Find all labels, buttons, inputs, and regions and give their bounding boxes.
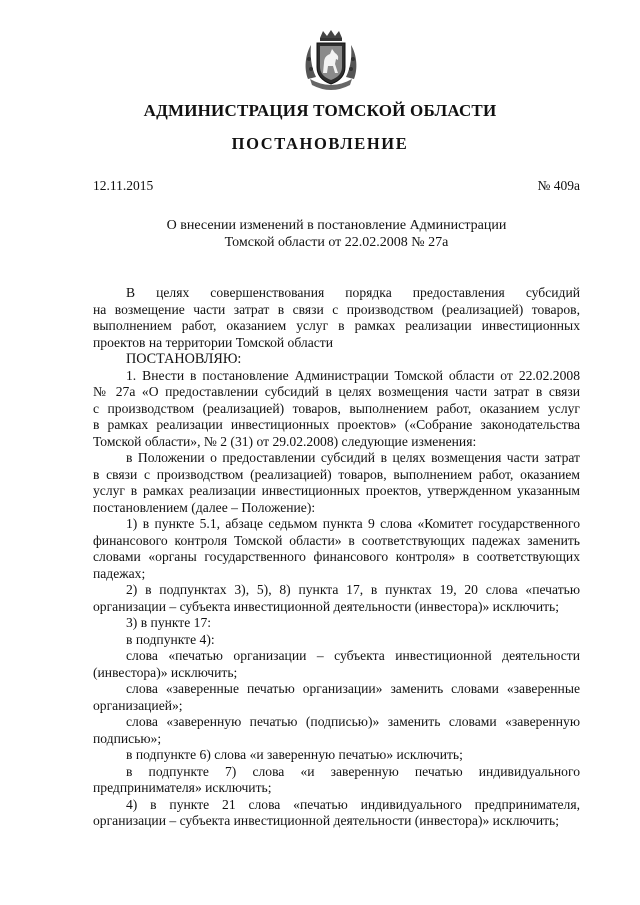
body-line: с производством (реализацией) товаров, выполнением работ, оказанием услуг xyxy=(93,400,580,416)
body-line: падежах; xyxy=(93,565,146,581)
resolution-keyword: ПОСТАНОВЛЯЮ: xyxy=(126,351,242,367)
coat-of-arms-emblem xyxy=(302,29,360,93)
body-line: в Положении о предоставлении субсидий в целях возмещения части затрат xyxy=(126,450,580,465)
subject-line: О внесении изменений в постановление Администрации xyxy=(166,218,507,233)
document-number: № 409а xyxy=(537,178,580,193)
document-body xyxy=(93,285,580,830)
document-subject xyxy=(93,217,580,251)
body-line: 4) в пункте 21 слова «печатью индивидуального предпринимателя, xyxy=(126,796,580,812)
body-line: В целях совершенствования порядка предоставления субсидий xyxy=(126,285,580,300)
body-line: постановлением (далее – Положение): xyxy=(93,499,316,515)
body-line: выполнением работ, оказанием услуг в рамках реализации инвестиционных xyxy=(93,318,580,333)
body-line: организацией»; xyxy=(93,697,183,713)
body-line: 2) в подпунктах 3), 5), 8) пункта 17, в пунктах 19, 20 слова «печатью xyxy=(126,582,580,597)
body-line: в подпункте 6) слова «и заверенную печатью» исключить; xyxy=(126,747,463,762)
body-line: 3) в пункте 17: xyxy=(126,615,212,630)
body-line: в подпункте 4): xyxy=(126,631,215,647)
body-line: предпринимателя» исключить; xyxy=(93,780,272,795)
body-line: 1. Внести в постановление Администрации Томской области от 22.02.2008 xyxy=(126,367,580,383)
body-line: проектов на территории Томской области xyxy=(93,334,334,350)
body-line: подписью»; xyxy=(93,730,162,746)
document-type-title: ПОСТАНОВЛЕНИЕ xyxy=(231,134,409,153)
body-line: в рамках реализации инвестиционных проектов» («Собрание законодательства xyxy=(93,417,580,432)
body-line: № 27а «О предоставлении субсидий в целях возмещения части затрат в связи xyxy=(93,384,580,399)
body-line: на возмещение части затрат в связи с производством (реализацией) товаров, xyxy=(93,301,580,317)
body-line: слова «печатью организации – субъекта инвестиционной деятельности xyxy=(126,648,580,663)
body-line: словами «органы государственного финансового контроля» в соответствующих xyxy=(93,549,580,564)
subject-line: Томской области от 22.02.2008 № 27а xyxy=(224,235,449,250)
body-line: 1) в пункте 5.1, абзаце седьмом пункта 9 слова «Комитет государственного xyxy=(126,516,580,531)
body-line: организации – субъекта инвестиционной деятельности (инвестора)» исключить; xyxy=(93,598,560,614)
organization-title: АДМИНИСТРАЦИЯ ТОМСКОЙ ОБЛАСТИ xyxy=(143,101,497,120)
document-date: 12.11.2015 xyxy=(93,178,154,193)
body-line: финансового контроля Томской области» в соответствующих падежах заменить xyxy=(93,532,580,548)
body-line: в связи с производством (реализацией) товаров, выполнением работ, оказанием xyxy=(93,466,580,482)
body-line: организации – субъекта инвестиционной деятельности (инвестора)» исключить; xyxy=(93,813,560,828)
body-line: услуг в рамках реализации инвестиционных проектов, утвержденном указанным xyxy=(93,483,580,498)
body-line: в подпункте 7) слова «и заверенную печатью индивидуального xyxy=(126,763,580,779)
body-line: слова «заверенную печатью (подписью)» заменить словами «заверенную xyxy=(126,714,580,729)
body-line: слова «заверенные печатью организации» заменить словами «заверенные xyxy=(126,681,580,696)
body-line: (инвестора)» исключить; xyxy=(93,664,238,680)
body-line: Томской области», № 2 (31) от 29.02.2008) следующие изменения: xyxy=(93,433,477,449)
